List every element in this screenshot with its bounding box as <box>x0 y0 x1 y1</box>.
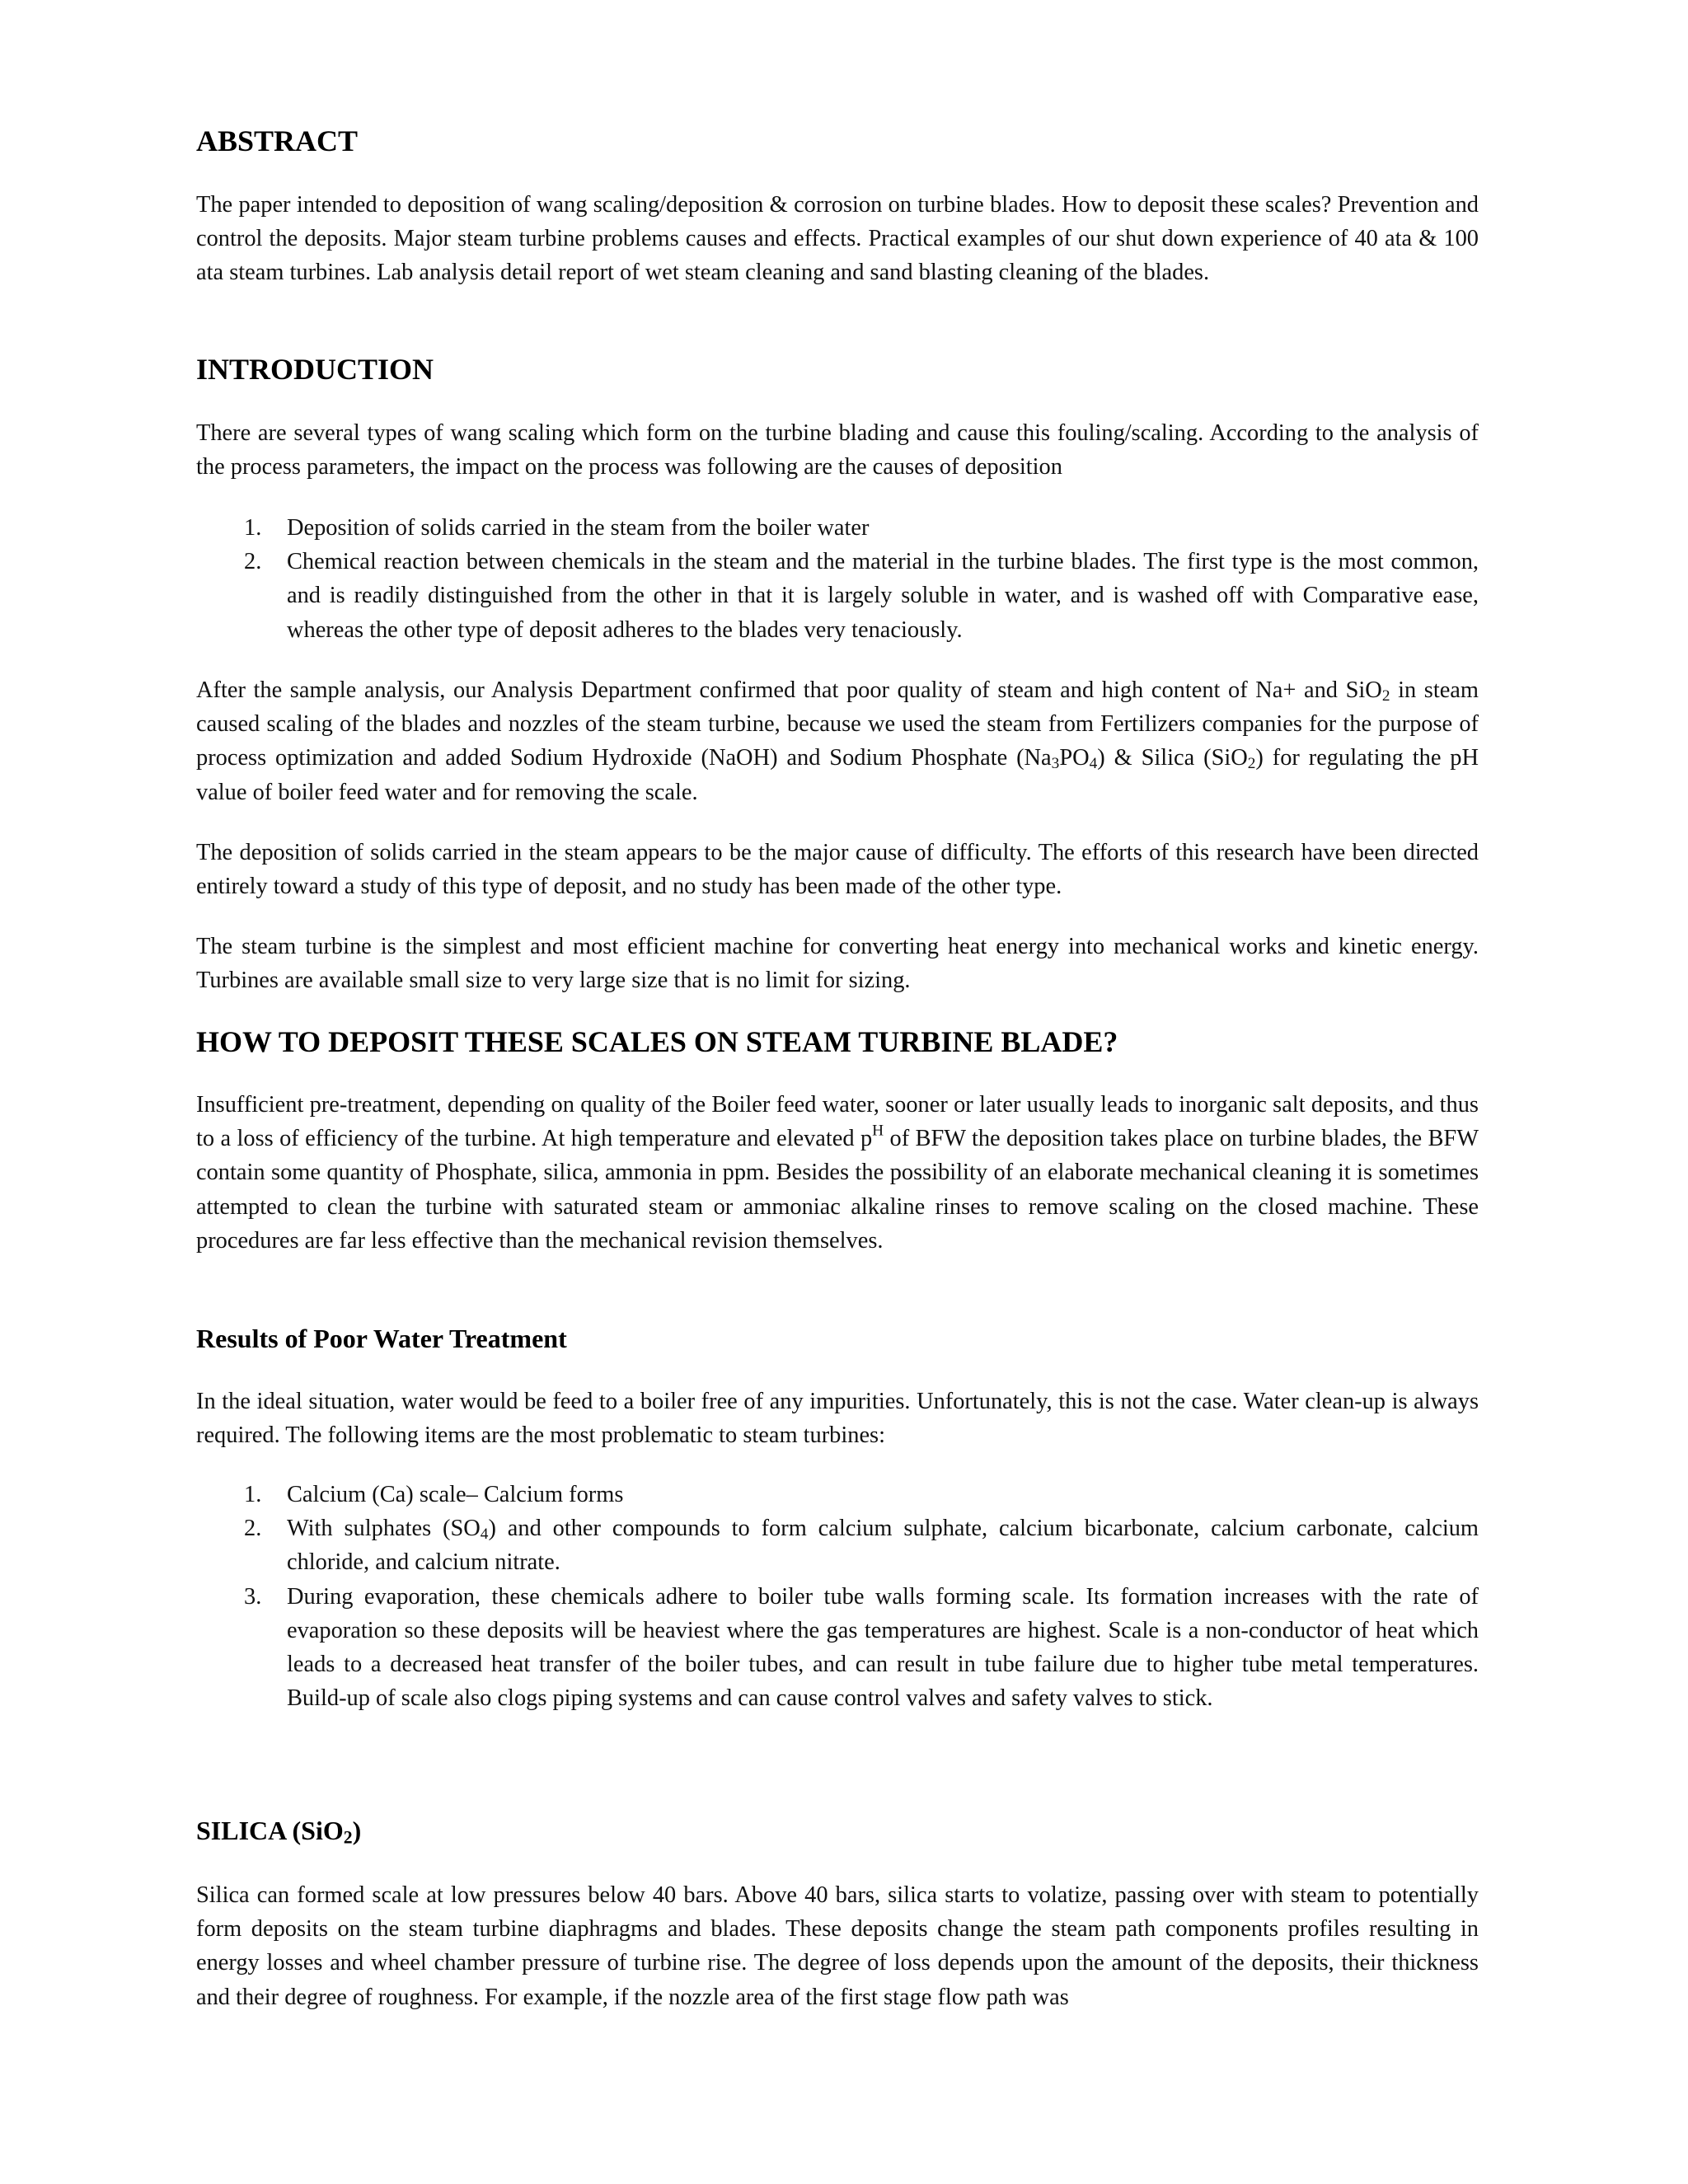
list-item-text: With sulphates $(SO_4)$ and other compounds to form calcium sulphate, calcium bicarbonate, calcium carbonate, calcium chloride, and calcium nitrate. <box>287 1516 1479 1576</box>
water-treatment-list <box>196 1478 1479 1715</box>
list-item-number: 1. <box>244 515 262 541</box>
results-paragraph: In the ideal situation, water would be feed to a boiler free of any impurities. Unfortunately, this is not the case. Water clean-up is always required. The following items are the most problematic to steam turbines: <box>196 1389 1479 1449</box>
list-item-number: 3. <box>244 1583 262 1610</box>
results-heading: Results of Poor Water Treatment <box>196 1324 567 1353</box>
how-to-deposit-heading: HOW TO DEPOSIT THESE SCALES ON STEAM TURBINE BLADE? <box>196 1025 1118 1058</box>
how-to-deposit-paragraph: Insufficient pre-treatment, depending on quality of the Boiler feed water, sooner or later usually leads to inorganic salt deposits, and thus to a loss of efficiency of the turbine. At high temperature and elevated $p^H$ of BFW the deposition takes place on turbine blades, the BFW contain some quantity of Phosphate, silica, ammonia in ppm. Besides the possibility of an elaborate mechanical cleaning it is sometimes attempted to clean the turbine with saturated steam or ammoniac alkaline rinses to remove scaling on the closed machine. These procedures are far less effective than the mechanical revision themselves. <box>196 1092 1479 1254</box>
abstract-paragraph: The paper intended to deposition of wang scaling/deposition & corrosion on turbine blades. How to deposit these scales? Prevention and control the deposits. Major steam turbine problems causes and effects. Practical examples of our shut down experience of 40 ata & 100 ata steam turbines. Lab analysis detail report of wet steam cleaning and sand blasting cleaning of the blades. <box>196 192 1479 286</box>
deposition-causes-list <box>196 511 1479 647</box>
introduction-paragraph-3: The deposition of solids carried in the steam appears to be the major cause of difficulty. The efforts of this research have been directed entirely toward a study of this type of deposit, and no study has been made of the other type. <box>196 840 1479 900</box>
list-item <box>196 1580 1479 1716</box>
list-item-text: Calcium (Ca) scale– Calcium forms <box>287 1482 624 1507</box>
list-item-number: 2. <box>244 1516 262 1542</box>
introduction-heading: INTRODUCTION <box>196 353 434 386</box>
introduction-paragraph-2: After the sample analysis, our Analysis Department confirmed that poor quality of steam and high content of Na+ and SiO$_2$ in steam caused scaling of the blades and nozzles of the steam turbine, because we used the steam from Fertilizers companies for the purpose of process optimization and added Sodium Hydroxide (NaOH) and Sodium Phosphate $(Na_3PO_4)$ & Silica (SiO$_2$) for regulating the pH value of boiler feed water and for removing the scale. <box>196 677 1479 805</box>
abstract-heading: ABSTRACT <box>196 124 359 157</box>
list-item-number: 1. <box>244 1482 262 1507</box>
list-item <box>196 511 1479 545</box>
list-item-text: Chemical reaction between chemicals in the steam and the material in the turbine blades. The first type is the most common, and is readily distinguished from the other in that it is largely soluble in water, and is washed off with Comparative ease, whereas the other type of deposit adheres to the blades very tenaciously. <box>287 549 1479 643</box>
introduction-paragraph-4: The steam turbine is the simplest and most efficient machine for converting heat energy into mechanical works and kinetic energy. Turbines are available small size to very large size that is no limit for sizing. <box>196 934 1479 994</box>
list-item-text: During evaporation, these chemicals adhere to boiler tube walls forming scale. Its formation increases with the rate of evaporation so these deposits will be heaviest where the gas temperatures are highest. Scale is a non-conductor of heat which leads to a decreased heat transfer of the boiler tubes, and can result in tube failure due to higher tube metal temperatures. Build-up of scale also clogs piping systems and can cause control valves and safety valves to stick. <box>287 1583 1479 1712</box>
list-item-number: 2. <box>244 549 262 575</box>
list-item <box>196 1511 1479 1579</box>
introduction-paragraph-1: There are several types of wang scaling which form on the turbine blading and cause this fouling/scaling. According to the analysis of the process parameters, the impact on the process was following are the causes of deposition <box>196 420 1479 480</box>
silica-paragraph: Silica can formed scale at low pressures below 40 bars. Above 40 bars, silica starts to volatize, passing over with steam to potentially form deposits on the steam turbine diaphragms and blades. These deposits change the steam path components profiles resulting in energy losses and wheel chamber pressure of turbine rise. The degree of loss depends upon the amount of the deposits, their thickness and their degree of roughness. For example, if the nozzle area of the first stage flow path was <box>196 1882 1479 2010</box>
list-item <box>196 545 1479 647</box>
list-item-text: Deposition of solids carried in the steam from the boiler water <box>287 515 870 541</box>
list-item <box>196 1478 1479 1511</box>
silica-heading: SILICA (SiO$_2$) <box>196 1816 362 1848</box>
